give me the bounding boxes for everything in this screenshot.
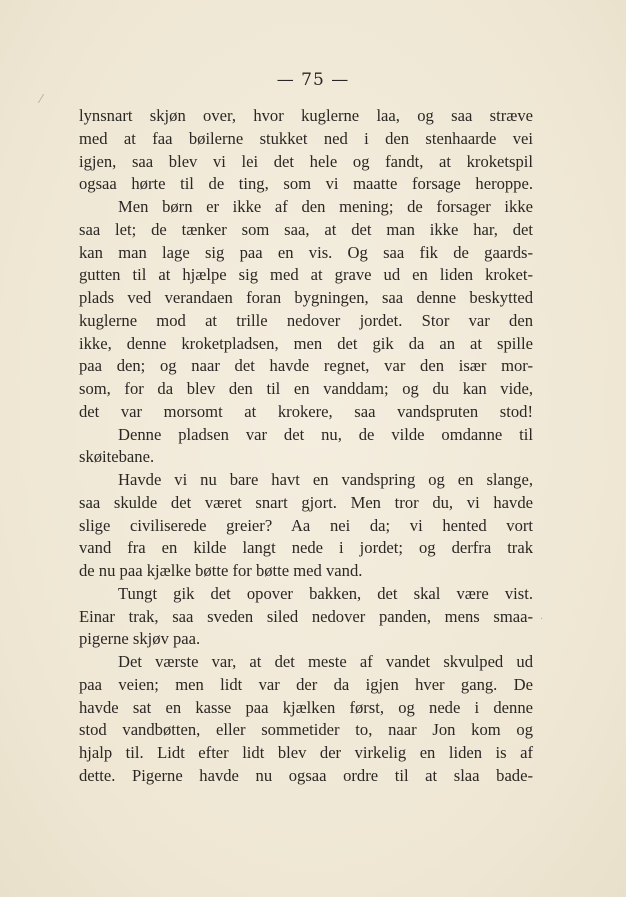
text-line: pigerne skjøv paa. [79,629,201,649]
text-line: lynsnart skjøn over, hvor kuglerne laa, og saa stræve [79,106,533,125]
text-line: havde sat en kasse paa kjælken først, og nede i denne [79,697,533,717]
text-line: ogsaa hørte til de ting, som vi maatte forsage heroppe. [79,174,533,194]
text-line: stod vandbøtten, eller sommetider to, naar Jon kom og [79,720,533,740]
text-line: kan man lage sig paa en vis. Og saa fik de gaards- [79,242,533,262]
text-line: Denne pladsen var det nu, de vilde omdanne til [118,424,533,444]
text-line: paa den; og naar det havde regnet, var den især mor- [79,356,533,376]
text-line: dette. Pigerne havde nu ogsaa ordre til at slaa bade- [79,765,533,785]
paper-mark: ⁄ [40,92,43,106]
text-line: hjalp til. Lidt efter lidt blev der virkelig en liden is af [79,743,533,762]
text-line: saa let; de tænker som saa, at det man ikke har, det [79,219,533,239]
paper-mark: · [540,614,544,625]
text-line: som, for da blev den til en vanddam; og du kan vide, [79,379,533,398]
text-line: gutten til at hjælpe sig med at grave ud en liden kroket- [79,265,533,285]
text-line: de nu paa kjælke bøtte for bøtte med vand. [79,561,363,580]
text-line: Tungt gik det opover bakken, det skal være vist. [118,583,533,603]
text-line: Havde vi nu bare havt en vandspring og en slange, [118,470,533,489]
text-line: igjen, saa blev vi lei det hele og fandt, at kroketspil [79,151,533,171]
text-line: kuglerne mod at trille nedover jordet. Stor var den [79,310,533,330]
body-text [79,105,533,788]
text-line: Einar trak, saa sveden siled nedover panden, mens smaa- [79,606,533,626]
text-line: vand fra en kilde langt nede i jordet; og derfra trak [79,538,533,558]
text-line: saa skulde det været snart gjort. Men tror du, vi havde [79,492,533,512]
text-line: slige civiliserede greier? Aa nei da; vi hented vort [79,515,533,535]
page-number: — 75 — [276,70,350,90]
text-line: Men børn er ikke af den mening; de forsager ikke [118,197,533,216]
text-line: ikke, denne kroketpladsen, men det gik da an at spille [79,333,533,353]
text-line: paa veien; men lidt var der da igjen hver gang. De [79,674,533,694]
text-line: Det værste var, at det meste af vandet skvulped ud [118,652,533,671]
text-line: det var morsomt at krokere, saa vandspruten stod! [79,401,533,421]
text-line: med at faa bøilerne stukket ned i den stenhaarde vei [79,128,533,148]
text-line: skøitebane. [79,447,155,467]
text-line: plads ved verandaen foran bygningen, saa denne beskytted [79,288,533,307]
